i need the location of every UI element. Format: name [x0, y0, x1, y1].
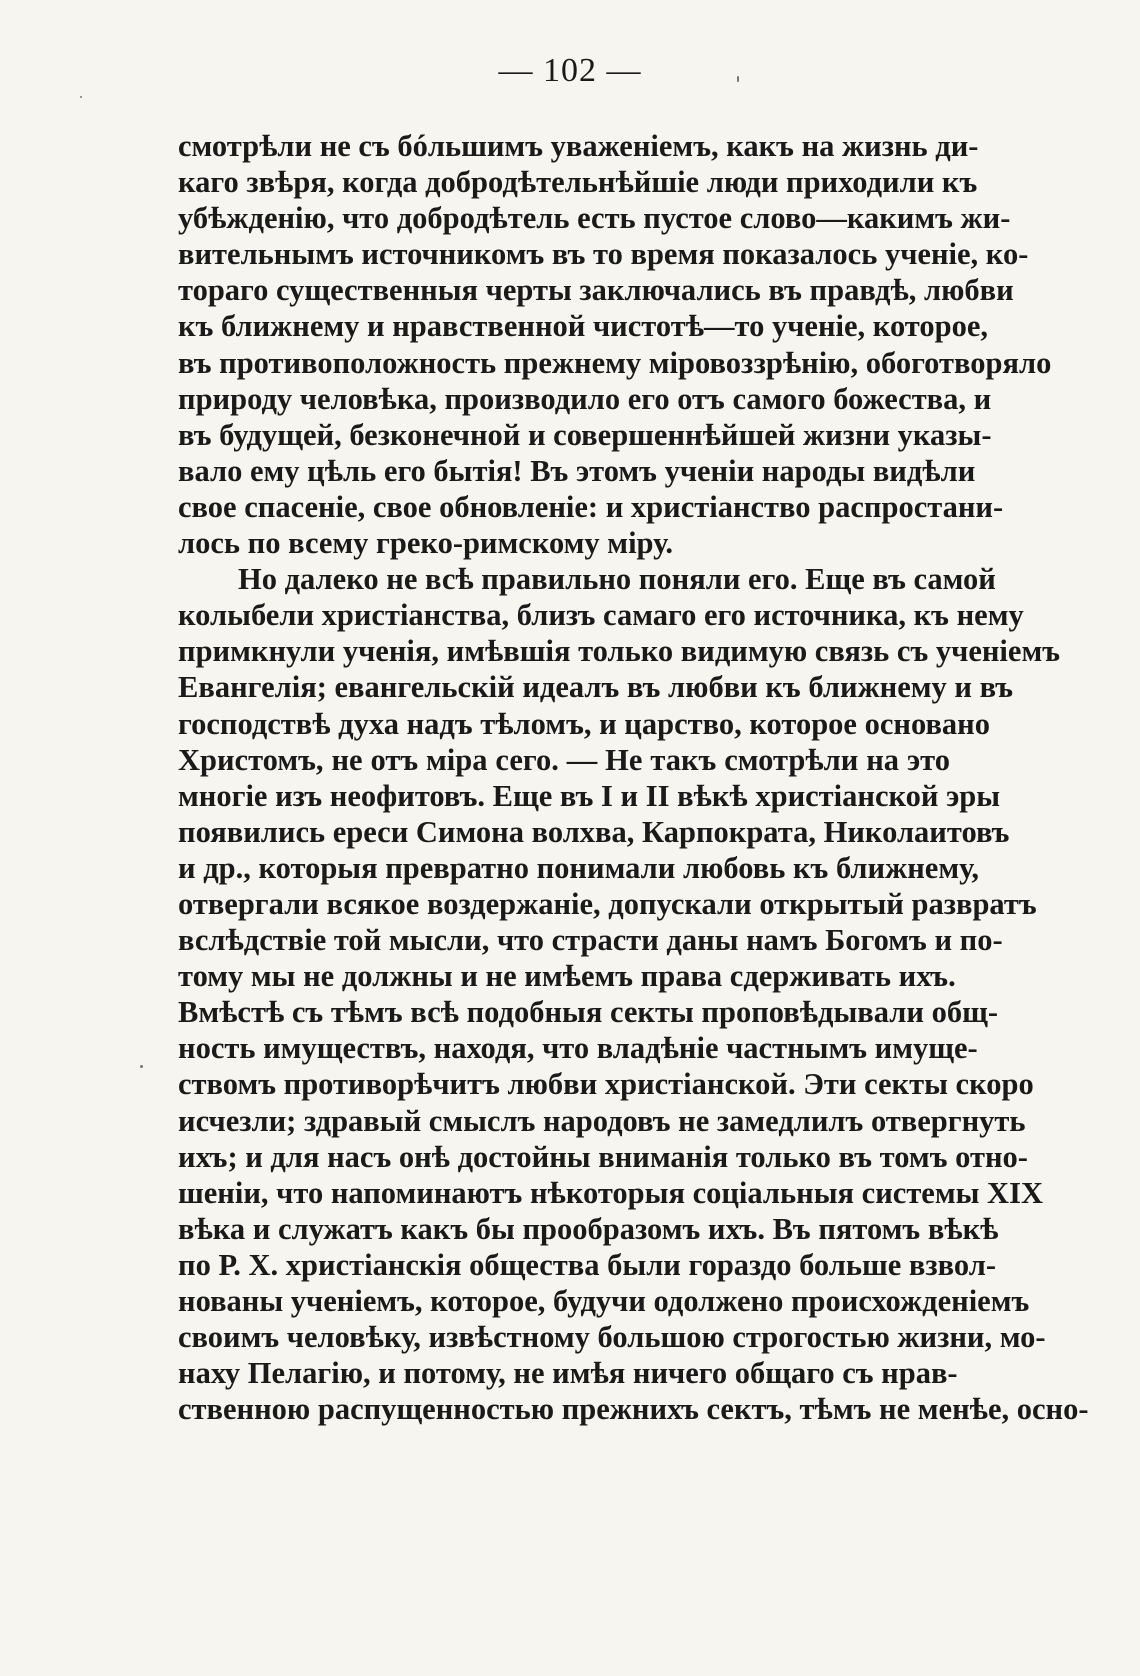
text-line: лось по всему греко-римскому міру.: [178, 526, 673, 561]
text-line: вслѣдствіе той мысли, что страсти даны намъ Богомъ и по-: [178, 923, 1003, 958]
text-line: тому мы не должны и не имѣемъ права сдерживать ихъ.: [178, 959, 956, 994]
text-line: тораго существенныя черты заключались въ правдѣ, любви: [178, 273, 1014, 308]
text-line: въ будущей, безконечной и совершеннѣйшей жизни указы-: [178, 417, 992, 452]
text-line: по Р. Х. христіанскія общества были гораздо больше взвол-: [178, 1247, 997, 1282]
text-line: вѣка и служатъ какъ бы прообразомъ ихъ. Въ пятомъ вѣкѣ: [178, 1211, 999, 1246]
print-speck: [737, 76, 739, 82]
text-line: появились ереси Симона волхва, Карпократа, Николаитовъ: [178, 814, 1010, 849]
text-line: ственною распущенностью прежнихъ сектъ, тѣмъ не менѣе, осно-: [178, 1392, 1089, 1427]
body-text: [178, 128, 1089, 1427]
text-line: отвергали всякое воздержаніе, допускали открытый развратъ: [178, 886, 1037, 921]
text-line: ствомъ противорѣчитъ любви христіанской. Эти секты скоро: [178, 1067, 1034, 1102]
text-line: вительнымъ источникомъ въ то время показалось ученіе, ко-: [178, 237, 1029, 272]
text-line: примкнули ученія, имѣвшія только видимую связь съ ученіемъ: [178, 634, 1060, 669]
text-line: и др., которыя превратно понимали любовь къ ближнему,: [178, 850, 979, 885]
text-line: вало ему цѣль его бытія! Въ этомъ ученіи народы видѣли: [178, 453, 976, 488]
text-line: Вмѣстѣ съ тѣмъ всѣ подобныя секты проповѣдывали общ-: [178, 995, 998, 1030]
text-line: смотрѣли не съ бóльшимъ уваженіемъ, какъ на жизнь ди-: [178, 129, 979, 163]
text-line: наху Пелагію, и потому, не имѣя ничего общаго съ нрав-: [178, 1356, 958, 1391]
text-line: Христомъ, не отъ міра сего. — Не такъ смотрѣли на это: [178, 742, 950, 777]
text-line: ность имуществъ, находя, что владѣніе частнымъ имуще-: [178, 1031, 978, 1066]
text-line: колыбели христіанства, близъ самаго его источника, къ нему: [178, 598, 1024, 633]
paragraph-1: [178, 128, 1052, 561]
text-line: многіе изъ неофитовъ. Еще въ I и II вѣкѣ христіанской эры: [178, 778, 1001, 813]
print-speck: [80, 96, 82, 98]
text-line: свое спасеніе, свое обновленіе: и христіанство распростани-: [178, 489, 1004, 524]
print-speck: [140, 1065, 143, 1068]
text-line: природу человѣка, производило его отъ самого божества, и: [178, 381, 992, 416]
text-line: Евангелія; евангельскій идеалъ въ любви къ ближнему и въ: [178, 670, 1014, 705]
paragraph-2: [178, 561, 1089, 1427]
text-line: исчезли; здравый смыслъ народовъ не замедлилъ отвергнуть: [178, 1103, 1026, 1138]
text-line: своимъ человѣку, извѣстному большою строгостью жизни, мо-: [178, 1320, 1046, 1355]
text-line: въ противоположность прежнему міровоззрѣнію, обоготворяло: [178, 345, 1052, 380]
text-line: шеніи, что напоминаютъ нѣкоторыя соціальныя системы XIX: [178, 1175, 1043, 1210]
text-line: нованы ученіемъ, которое, будучи одолжено происхожденіемъ: [178, 1284, 1030, 1318]
page-number: — 102 —: [498, 52, 642, 89]
text-line: Но далеко не всѣ правильно поняли его. Еще въ самой: [238, 562, 996, 597]
text-line: каго звѣря, когда добродѣтельнѣйшіе люди приходили къ: [178, 165, 978, 200]
text-line: къ ближнему и нравственной чистотѣ—то ученіе, которое,: [178, 309, 989, 344]
text-line: господствѣ духа надъ тѣломъ, и царство, которое основано: [178, 706, 990, 741]
text-line: ихъ; и для насъ онѣ достойны вниманія только въ томъ отно-: [178, 1139, 1028, 1174]
text-line: убѣжденію, что добродѣтель есть пустое слово—какимъ жи-: [178, 201, 1011, 236]
